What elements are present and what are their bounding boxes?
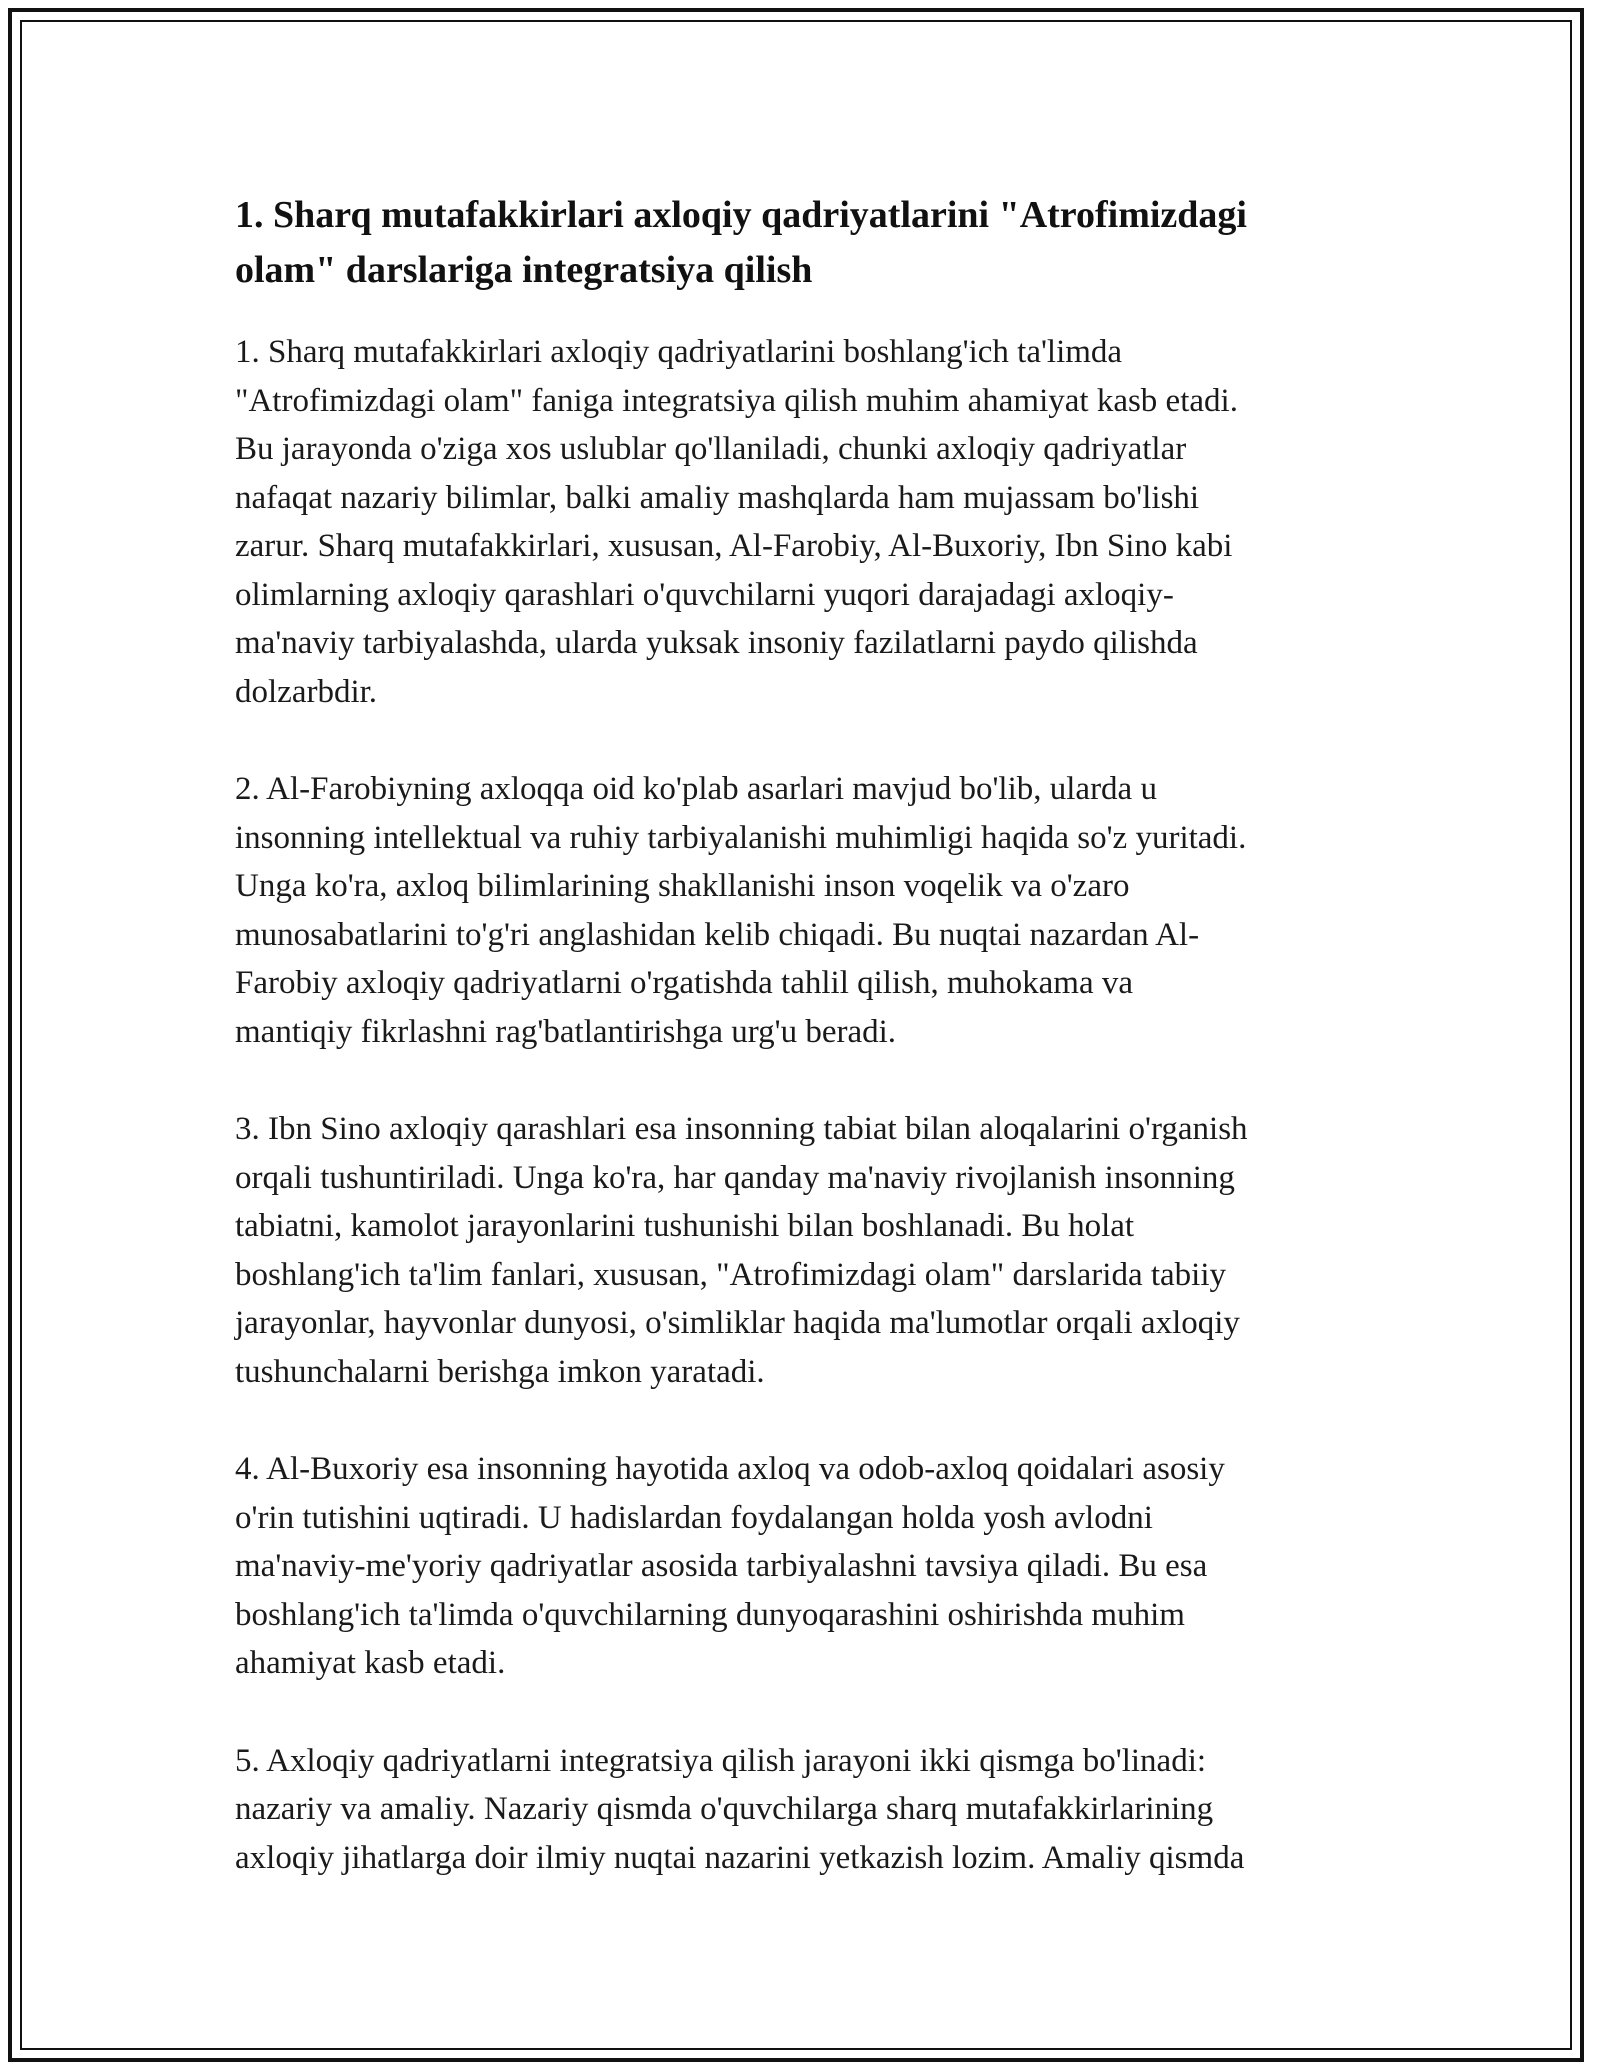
paragraph-4 — [235, 1445, 1380, 1688]
text-line: ma'naviy-me'yoriy qadriyatlar asosida tarbiyalashni tavsiya qiladi. Bu esa — [235, 1548, 1208, 1584]
text-line: mantiqiy fikrlashni rag'batlantirishga urg'u beradi. — [235, 1013, 897, 1050]
text-line: insonning intellektual va ruhiy tarbiyalanishi muhimligi haqida so'z yuritadi. — [235, 819, 1247, 856]
text-line: boshlang'ich ta'limda o'quvchilarning dunyoqarashini oshirishda muhim — [235, 1596, 1185, 1633]
text-line: 3. Ibn Sino axloqiy qarashlari esa insonning tabiat bilan aloqalarini o'rganish — [235, 1111, 1248, 1147]
paragraph-5 — [235, 1737, 1380, 1883]
text-line: 4. Al-Buxoriy esa insonning hayotida axloq va odob-axloq qoidalari asosiy — [235, 1451, 1225, 1487]
text-line: nafaqat nazariy bilimlar, balki amaliy mashqlarda ham mujassam bo'lishi — [235, 479, 1200, 516]
title-line: 1. Sharq mutafakkirlari axloqiy qadriyatlarini "Atrofimizdagi — [235, 194, 1247, 236]
text-line: ahamiyat kasb etadi. — [235, 1645, 506, 1681]
text-line: boshlang'ich ta'lim fanlari, xususan, "Atrofimizdagi olam" darslarida tabiiy — [235, 1256, 1226, 1293]
text-line: munosabatlarini to'g'ri anglashidan kelib chiqadi. Bu nuqtai nazardan Al- — [235, 916, 1200, 953]
text-line: nazariy va amaliy. Nazariy qismda o'quvchilarga sharq mutafakkirlarining — [235, 1791, 1214, 1827]
text-line: 5. Axloqiy qadriyatlarni integratsiya qilish jarayoni ikki qismga bo'linadi: — [235, 1742, 1207, 1779]
paragraph-3 — [235, 1105, 1380, 1396]
text-line: dolzarbdir. — [235, 673, 378, 710]
document-title — [235, 188, 1380, 298]
text-line: Bu jarayonda o'ziga xos uslublar qo'llaniladi, chunki axloqiy qadriyatlar — [235, 431, 1187, 467]
text-line: orqali tushuntiriladi. Unga ko'ra, har qanday ma'naviy rivojlanish insonning — [235, 1159, 1235, 1196]
paragraph-2 — [235, 765, 1380, 1056]
text-line: 1. Sharq mutafakkirlari axloqiy qadriyatlarini boshlang'ich ta'limda — [235, 334, 1123, 370]
text-line: 2. Al-Farobiyning axloqqa oid ko'plab asarlari mavjud bo'lib, ularda u — [235, 771, 1157, 807]
paragraph-1 — [235, 328, 1380, 716]
text-line: tushunchalarni berishga imkon yaratadi. — [235, 1353, 765, 1390]
title-line: olam" darslariga integratsiya qilish — [235, 249, 813, 291]
text-line: zarur. Sharq mutafakkirlari, xususan, Al-Farobiy, Al-Buxoriy, Ibn Sino kabi — [235, 528, 1233, 564]
text-line: Unga ko'ra, axloq bilimlarining shakllanishi inson voqelik va o'zaro — [235, 868, 1130, 904]
document-body — [235, 188, 1380, 1931]
text-line: tabiatni, kamolot jarayonlarini tushunishi bilan boshlanadi. Bu holat — [235, 1208, 1135, 1244]
text-line: Farobiy axloqiy qadriyatlarni o'rgatishda tahlil qilish, muhokama va — [235, 965, 1133, 1001]
text-line: jarayonlar, hayvonlar dunyosi, o'simliklar haqida ma'lumotlar orqali axloqiy — [235, 1305, 1240, 1341]
text-line: "Atrofimizdagi olam" faniga integratsiya qilish muhim ahamiyat kasb etadi. — [235, 382, 1238, 419]
text-line: ma'naviy tarbiyalashda, ularda yuksak insoniy fazilatlarni paydo qilishda — [235, 625, 1198, 661]
text-line: olimlarning axloqiy qarashlari o'quvchilarni yuqori darajadagi axloqiy- — [235, 576, 1174, 613]
text-line: axloqiy jihatlarga doir ilmiy nuqtai nazarini yetkazish lozim. Amaliy qismda — [235, 1839, 1245, 1876]
text-line: o'rin tutishini uqtiradi. U hadislardan foydalangan holda yosh avlodni — [235, 1499, 1153, 1536]
